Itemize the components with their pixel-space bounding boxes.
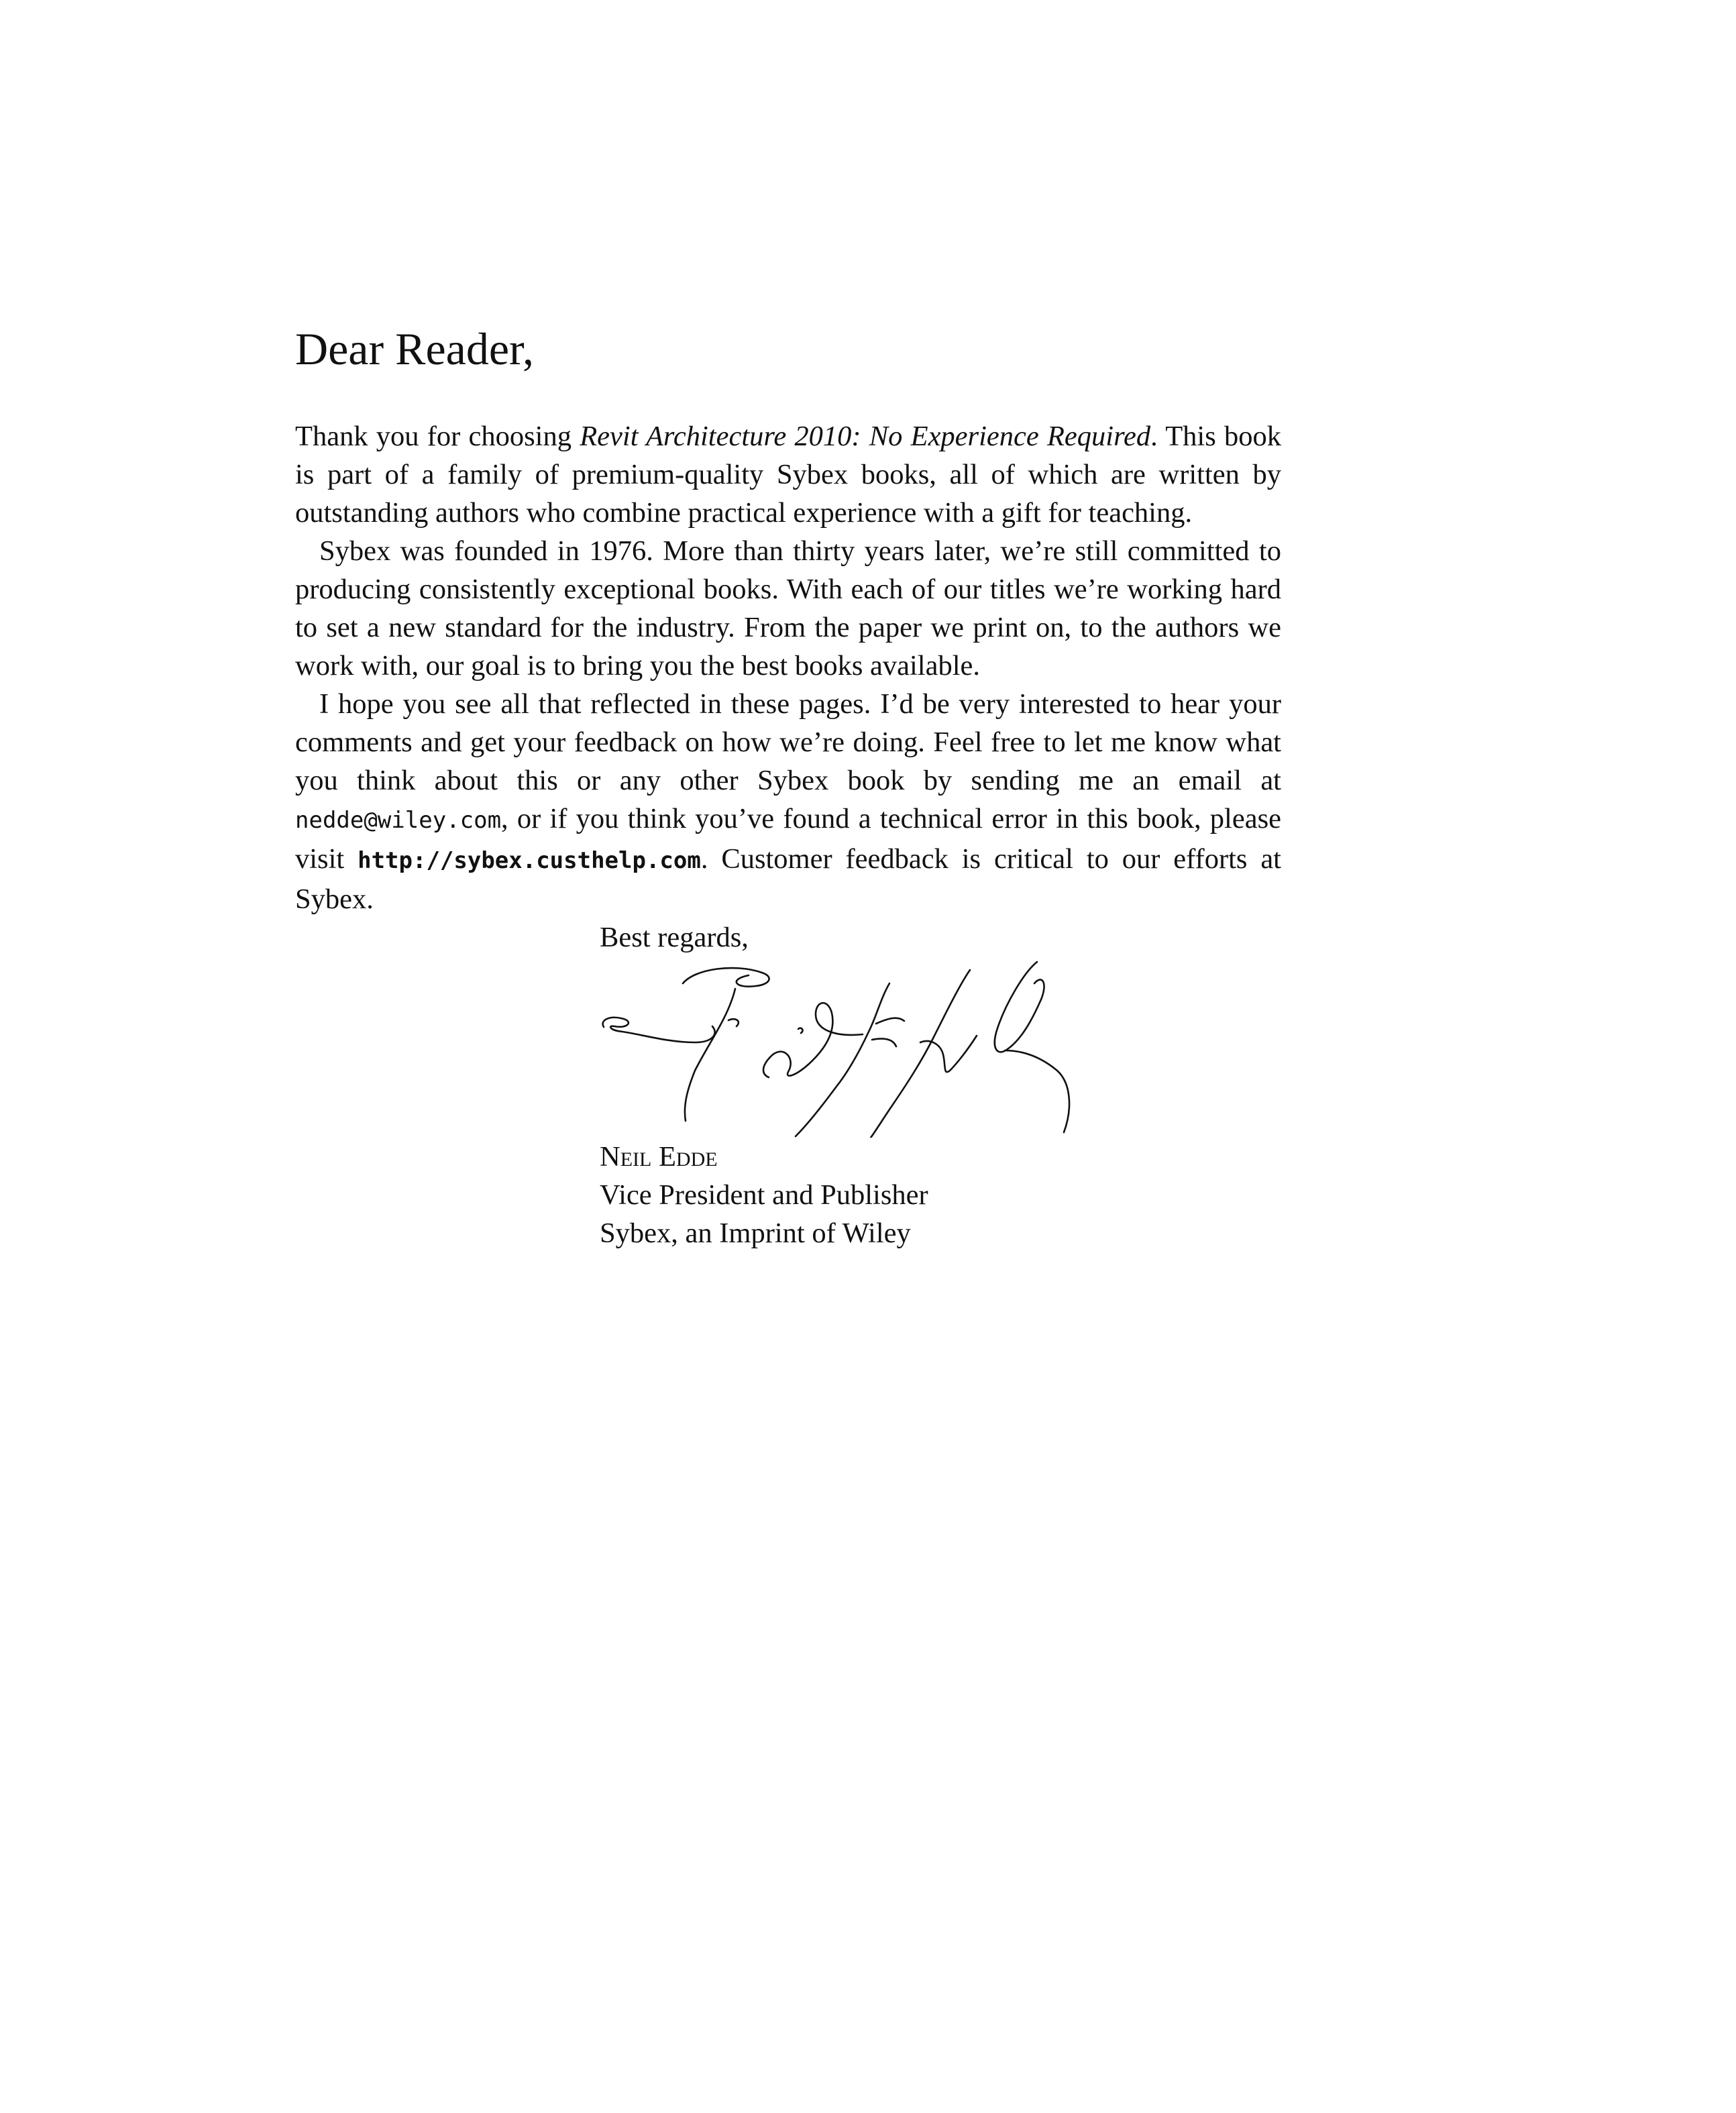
handwritten-signature <box>594 957 1104 1138</box>
paragraph-intro-rest: . This book is part of a family of premium-quality Sybex books, all of which are written by outstanding authors who combine practical experience with a gift for teaching. <box>295 421 1281 529</box>
paragraph-intro <box>295 417 1281 532</box>
paragraph-feedback <box>295 685 1281 918</box>
paragraph-feedback-part-b: , or if you think you’ve found a technical error in this book, please visit <box>295 803 1281 875</box>
paragraph-feedback-part-a: I hope you see all that reflected in these pages. I’d be very interested to hear your comments and get your feedback on how we’re doing. Feel free to let me know what you think about this or any other Sybex book by sending me an email at <box>295 688 1281 796</box>
paragraph-intro-lead: Thank you for choosing <box>295 421 580 452</box>
letter <box>295 322 1281 1252</box>
signer-company: Sybex, an Imprint of Wiley <box>600 1217 911 1249</box>
signer-title: Vice President and Publisher <box>600 1179 928 1211</box>
paragraph-feedback-part-c: . Customer feedback is critical to our efforts at Sybex. <box>295 843 1281 915</box>
paragraph-history: Sybex was founded in 1976. More than thirty years later, we’re still committed to producing consistently exceptional books. With each of our titles we’re working hard to set a new standard for the industry. From the paper we print on, to the authors we work with, our goal is to bring you the best books available. <box>295 535 1281 682</box>
salutation: Dear Reader, <box>295 323 534 374</box>
book-title: Revit Architecture 2010: No Experience Required <box>580 421 1151 452</box>
closing: Best regards, <box>600 922 749 953</box>
signer-block <box>600 1138 1281 1252</box>
email-link[interactable]: nedde@wiley.com <box>295 807 502 834</box>
signer-name: Neil Edde <box>600 1141 718 1173</box>
letter-body <box>295 417 1281 918</box>
support-url-link[interactable]: http://sybex.custhelp.com <box>358 847 701 874</box>
